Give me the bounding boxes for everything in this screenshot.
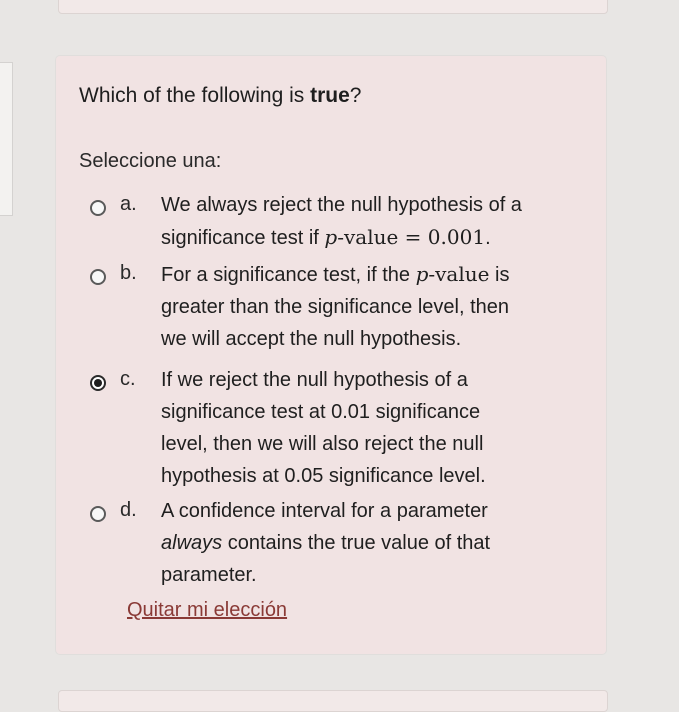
- question-text: Which of the following is true?: [79, 84, 362, 107]
- option-letter-d: d.: [120, 499, 137, 521]
- question-emphasis: true: [310, 84, 350, 107]
- option-letter-a: a.: [120, 193, 137, 215]
- option-text-c: If we reject the null hypothesis of a significance test at 0.01 significance level, then we will also reject the null hypothesis at 0.05 significance level.: [161, 369, 486, 487]
- radio-b[interactable]: [90, 269, 106, 285]
- option-text-a: We always reject the null hypothesis of a significance test if p-value = 0.001.: [161, 194, 522, 249]
- option-letter-c: c.: [120, 368, 136, 390]
- next-card-edge: [58, 690, 608, 712]
- option-text-b: For a significance test, if the p-value is greater than the significance level, then we will accept the null hypothesis.: [161, 262, 510, 350]
- option-letter-b: b.: [120, 262, 137, 284]
- radio-c-selected[interactable]: [90, 375, 106, 391]
- answer-prompt: Seleccione una:: [79, 150, 222, 172]
- side-panel-edge: [0, 62, 13, 216]
- radio-d[interactable]: [90, 506, 106, 522]
- radio-a[interactable]: [90, 200, 106, 216]
- question-card: [56, 56, 606, 654]
- clear-choice-link[interactable]: Quitar mi elección: [127, 599, 288, 621]
- previous-card-edge: [58, 0, 608, 14]
- option-text-d: A confidence interval for a parameter always contains the true value of that parameter.: [161, 500, 491, 586]
